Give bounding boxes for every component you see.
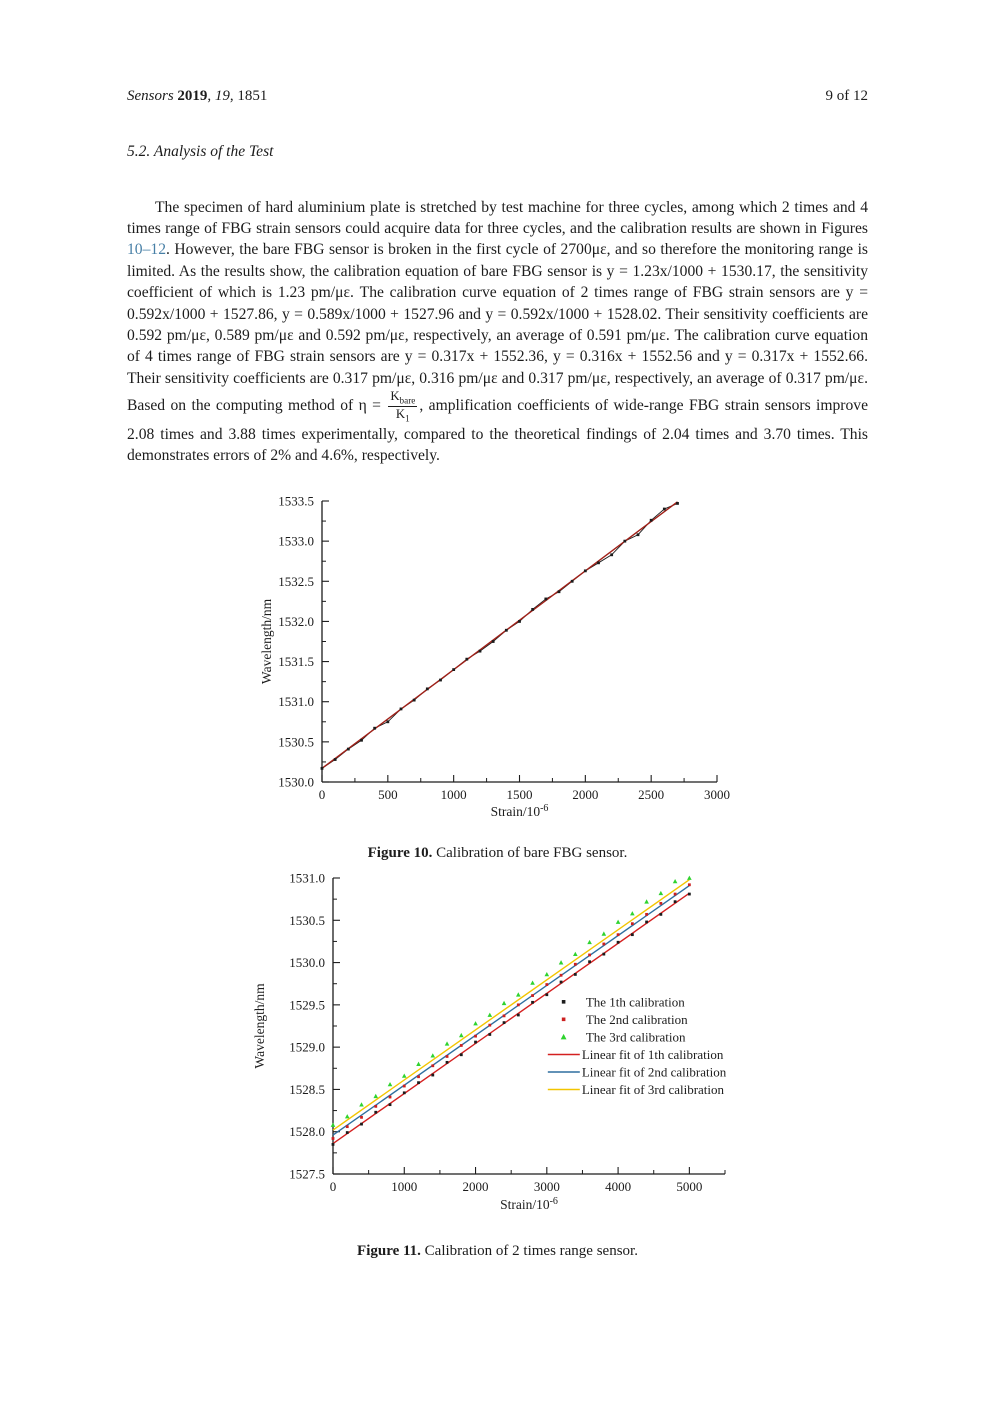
chart-svg: [240, 485, 740, 845]
data-point: [544, 598, 547, 601]
data-point: [597, 561, 600, 564]
data-point: [571, 580, 574, 583]
data-point: [400, 708, 403, 711]
data-point: [488, 1033, 491, 1036]
data-point: [673, 879, 678, 883]
data-point: [574, 963, 577, 966]
data-point: [645, 913, 648, 916]
paragraph-text-1: The specimen of hard aluminium plate is stretched by test machine for three cycles, among which 2 times and 4 times range of FBG strain sensors could acquire data for three cycles, and the calibration results are shown in Figures: [127, 198, 868, 237]
data-point: [347, 748, 350, 751]
journal-volume: 19: [214, 88, 230, 104]
svg-text:1000: 1000: [440, 787, 467, 802]
data-point: [602, 931, 607, 935]
data-point: [502, 1001, 507, 1005]
data-point: [430, 1053, 435, 1057]
figure-11-caption-text: Calibration of 2 times range sensor.: [420, 1243, 638, 1259]
eta-formula: [358, 389, 420, 424]
svg-text:1533.0: 1533.0: [278, 533, 314, 549]
data-point: [645, 921, 648, 924]
data-point: [687, 876, 692, 880]
page-number: 9 of 12: [825, 88, 868, 104]
data-point: [560, 981, 563, 984]
journal-name: Sensors: [127, 88, 178, 104]
data-point: [389, 1096, 392, 1099]
data-point: [402, 1073, 407, 1077]
figure-11-caption: [127, 1243, 868, 1260]
svg-text:2000: 2000: [462, 1179, 489, 1194]
data-point: [644, 899, 649, 903]
fraction-numerator: $K_{bare}$: [390, 389, 416, 406]
data-point: [688, 883, 691, 886]
data-point: [617, 933, 620, 936]
figure-11-chart: [240, 858, 745, 1228]
x-axis-label: Strain/$10^{-6}$: [490, 803, 549, 819]
y-axis-label: Wavelength/nm: [252, 983, 267, 1069]
eta-formula-fraction: [388, 389, 417, 423]
svg-text:1528.5: 1528.5: [289, 1081, 325, 1097]
data-point: [465, 658, 468, 661]
svg-text:4000: 4000: [605, 1179, 632, 1194]
data-point: [630, 911, 635, 915]
data-point: [431, 1074, 434, 1077]
data-point: [331, 1123, 336, 1127]
data-point: [334, 758, 337, 761]
svg-text:1528.0: 1528.0: [289, 1124, 325, 1140]
data-point: [584, 569, 587, 572]
svg-text:1000: 1000: [391, 1179, 418, 1194]
svg-text:1533.5: 1533.5: [278, 493, 314, 509]
data-point: [360, 1116, 363, 1119]
data-point: [623, 540, 626, 543]
data-point: [531, 1001, 534, 1004]
svg-text:1527.5: 1527.5: [289, 1166, 325, 1182]
data-point: [688, 893, 691, 896]
svg-text:Linear fit of 3rd calibration: Linear fit of 3rd calibration: [581, 1082, 725, 1098]
data-point: [574, 973, 577, 976]
data-point: [617, 941, 620, 944]
data-point: [459, 1033, 464, 1037]
figure-10-caption-label: Figure 10.: [367, 845, 433, 861]
data-point: [517, 1014, 520, 1017]
data-point: [360, 1123, 363, 1126]
data-point: [417, 1075, 420, 1078]
figure-11-caption-label: Figure 11.: [357, 1243, 421, 1259]
data-point: [332, 1143, 335, 1146]
data-point: [602, 943, 605, 946]
paragraph-text-3: , amplification coefficients of wide-range FBG strain sensors improve 2.08 times and 3.88 times experimentally, compared to the theoretical findings of 2.04 times and 3.70 times. This demonstrates errors of 2% and 4.6%, respectively.: [127, 397, 868, 464]
svg-text:1530.5: 1530.5: [289, 912, 325, 928]
data-point: [503, 1014, 506, 1017]
chart-svg: [240, 858, 745, 1228]
svg-text:3000: 3000: [533, 1179, 560, 1194]
journal-year: 2019: [177, 88, 208, 104]
svg-text:1530.0: 1530.0: [289, 955, 325, 971]
data-point: [426, 687, 429, 690]
x-axis-label: Strain/$10^{-6}$: [500, 1196, 558, 1212]
data-point: [663, 508, 666, 511]
data-point: [431, 1064, 434, 1067]
svg-text:2500: 2500: [638, 787, 665, 802]
svg-text:0: 0: [318, 787, 326, 802]
svg-text:1500: 1500: [506, 787, 533, 802]
data-point: [389, 1103, 392, 1106]
data-point: [676, 502, 679, 505]
data-point: [602, 953, 605, 956]
data-point: [345, 1114, 350, 1118]
data-point: [588, 960, 591, 963]
legend: [548, 995, 727, 1098]
eta-formula-lhs: η =: [358, 397, 387, 415]
svg-text:The 1th calibration: The 1th calibration: [585, 994, 685, 1010]
data-point: [637, 533, 640, 536]
data-point: [488, 1024, 491, 1027]
section-heading: 5.2. Analysis of the Test: [127, 143, 274, 160]
data-point: [417, 1081, 420, 1084]
data-point: [460, 1053, 463, 1056]
journal-article-number: , 1851: [229, 88, 268, 104]
data-point: [488, 1013, 493, 1017]
data-point: [492, 640, 495, 643]
data-point: [516, 992, 521, 996]
data-point: [360, 739, 363, 742]
data-point: [413, 699, 416, 702]
data-point: [531, 608, 534, 611]
data-point: [439, 679, 442, 682]
data-point: [573, 952, 578, 956]
data-point: [530, 980, 535, 984]
svg-text:1531.0: 1531.0: [289, 870, 325, 886]
data-point: [505, 629, 508, 632]
data-point: [373, 727, 376, 730]
figure-10-chart: [240, 485, 740, 845]
data-point: [359, 1102, 364, 1106]
data-point: [321, 767, 324, 770]
data-point: [374, 1111, 377, 1114]
data-point: [403, 1091, 406, 1094]
svg-text:3000: 3000: [704, 787, 730, 802]
journal-sep: ,: [207, 88, 215, 104]
data-point: [518, 620, 521, 623]
data-point: [560, 974, 563, 977]
data-point: [460, 1044, 463, 1047]
svg-text:1530.0: 1530.0: [278, 774, 314, 790]
data-point: [531, 994, 534, 997]
data-point: [650, 519, 653, 522]
data-point: [631, 922, 634, 925]
figure-10-caption-text: Calibration of bare FBG sensor.: [432, 845, 628, 861]
fit-line: [333, 886, 689, 1135]
data-point: [446, 1055, 449, 1058]
data-point: [631, 933, 634, 936]
data-point: [517, 1003, 520, 1006]
data-point: [386, 720, 389, 723]
data-point: [616, 920, 621, 924]
svg-text:5000: 5000: [676, 1179, 703, 1194]
data-point: [659, 891, 664, 895]
y-axis-label: Wavelength/nm: [259, 598, 274, 685]
svg-text:0: 0: [329, 1179, 337, 1194]
svg-text:1530.5: 1530.5: [278, 734, 314, 750]
svg-text:500: 500: [378, 787, 398, 802]
data-point: [416, 1062, 421, 1066]
svg-text:1529.5: 1529.5: [289, 997, 325, 1013]
data-point: [588, 954, 591, 957]
svg-text:1532.5: 1532.5: [278, 573, 314, 589]
data-point: [332, 1137, 335, 1140]
data-point: [445, 1041, 450, 1045]
data-point: [610, 553, 613, 556]
data-point: [403, 1085, 406, 1088]
data-point: [545, 993, 548, 996]
data-point: [545, 972, 550, 976]
data-point: [374, 1105, 377, 1108]
data-point: [479, 650, 482, 653]
data-point: [559, 960, 564, 964]
figures-crossref-link[interactable]: 10–12: [127, 241, 166, 259]
svg-text:2000: 2000: [572, 787, 599, 802]
data-point: [587, 940, 592, 944]
svg-text:Linear fit of 2nd calibration: Linear fit of 2nd calibration: [581, 1064, 727, 1080]
page-header: [127, 88, 868, 105]
svg-text:1529.0: 1529.0: [289, 1039, 325, 1055]
data-point: [446, 1061, 449, 1064]
data-point: [373, 1094, 378, 1098]
data-point: [474, 1041, 477, 1044]
svg-text:The 3rd calibration: The 3rd calibration: [585, 1029, 686, 1045]
data-point: [452, 668, 455, 671]
svg-text:1531.5: 1531.5: [278, 654, 314, 670]
data-point: [558, 590, 561, 593]
data-point: [346, 1125, 349, 1128]
paragraph-text-2: . However, the bare FBG sensor is broken in the first cycle of 2700με, and so therefore the monitoring range is limited. As the results show, the calibration equation of bare FBG sensor is y = 1.23x/1000 + 1530.17, the sensitivity coefficient of which is 1.23 pm/με. The calibration curve equation of 2 times range of FBG strain sensors are y = 0.592x/1000 + 1527.86, y = 0.589x/1000 + 1527.96 and y = 0.592x/1000 + 1528.02. Their sensitivity coefficients are 0.592 pm/με, 0.589 pm/με and 0.592 pm/με, respectively, an average of 0.591 pm/με. The calibration curve equation of 4 times range of FBG strain sensors are y = 0.317x + 1552.36, y = 0.316x + 1552.56 and y = 0.317x + 1552.66. Their sensitivity coefficients are 0.317 pm/με, 0.316 pm/με and 0.317 pm/με, respectively, an average of 0.317 pm/με. Based on the computing method of: [127, 241, 868, 415]
data-point: [674, 893, 677, 896]
body-paragraph: [127, 197, 868, 467]
data-point: [545, 983, 548, 986]
data-point: [473, 1021, 478, 1025]
data-point: [659, 913, 662, 916]
svg-text:Linear fit of 1th calibration: Linear fit of 1th calibration: [581, 1047, 724, 1063]
data-point: [388, 1082, 393, 1086]
svg-text:The 2nd calibration: The 2nd calibration: [585, 1012, 688, 1028]
fraction-denominator: $K_1$: [395, 406, 410, 424]
svg-text:1532.0: 1532.0: [278, 613, 314, 629]
svg-text:1531.0: 1531.0: [278, 694, 314, 710]
data-point: [674, 900, 677, 903]
data-point: [474, 1035, 477, 1038]
data-point: [346, 1131, 349, 1134]
data-point: [503, 1021, 506, 1024]
data-point: [659, 902, 662, 905]
